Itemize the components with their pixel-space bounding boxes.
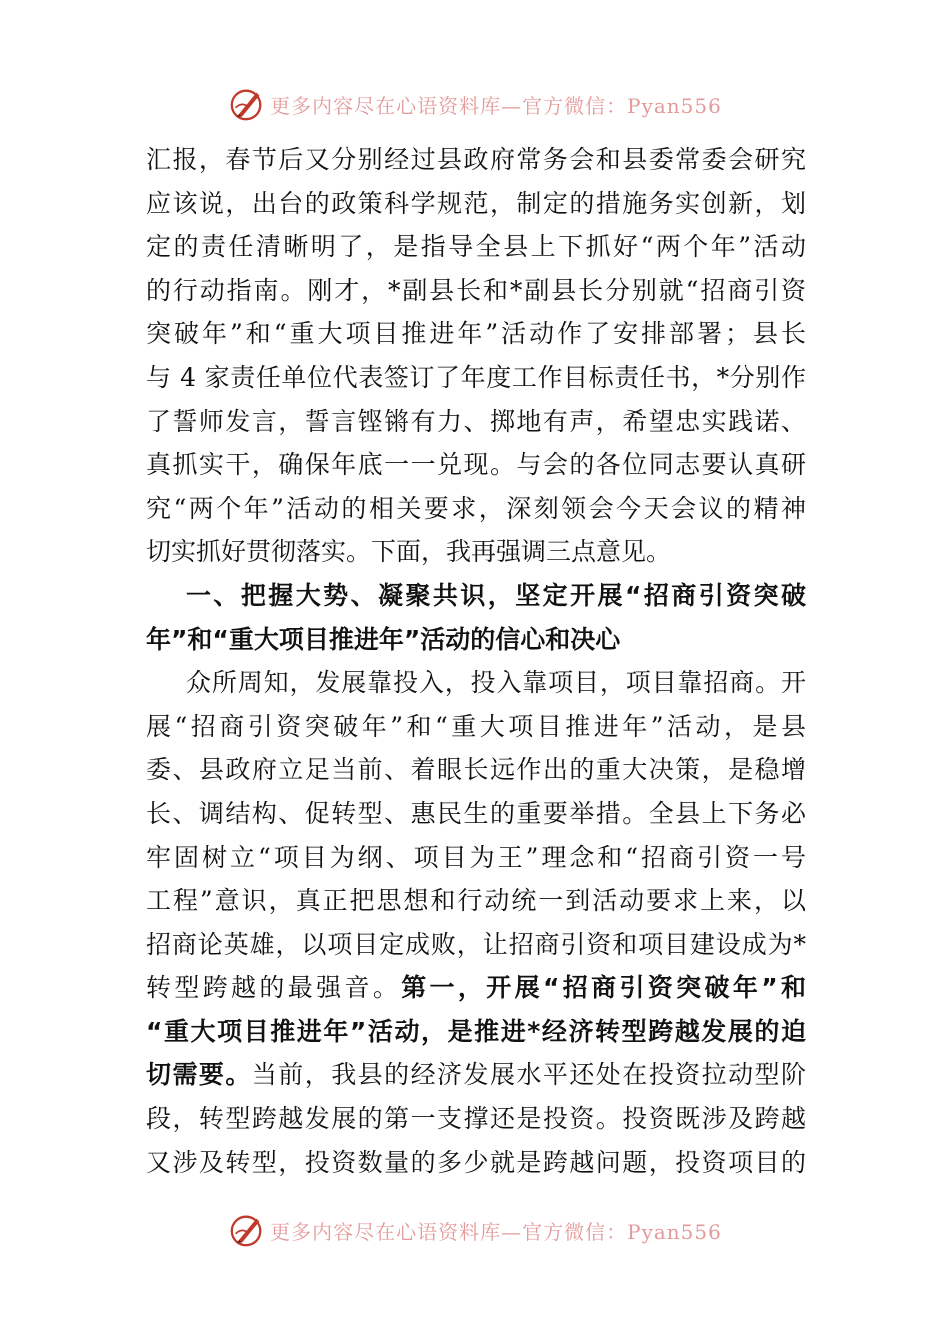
text-line: 段，转型跨越发展的第一支撑还是投资。投资既涉及跨越: [146, 1104, 806, 1134]
section-heading: 一、把握大势、凝聚共识，坚定开展“招商引资突破: [186, 580, 806, 610]
text-line: 招商论英雄，以项目定成败，让招商引资和项目建设成为*: [146, 929, 806, 959]
text-line: 定的责任清晰明了，是指导全县上下抓好“两个年”活动: [146, 232, 806, 262]
text-line: 的行动指南。刚才，*副县长和*副县长分别就“招商引资: [146, 275, 806, 305]
text-line: 长、调结构、促转型、惠民生的重要举措。全县上下务必: [146, 798, 806, 828]
text-line: 切实抓好贯彻落实。下面，我再强调三点意见。: [146, 537, 672, 567]
header-banner-text: 更多内容尽在心语资料库—官方微信：Pyan556: [270, 93, 722, 118]
header-banner: [0, 82, 950, 126]
text-line: 切需要。当前，我县的经济发展水平还处在投资拉动型阶: [146, 1060, 806, 1090]
section-heading: 年”和“重大项目推进年”活动的信心和决心: [146, 624, 621, 654]
body-text: [146, 138, 806, 1184]
pen-logo-icon: [228, 85, 266, 123]
text-line: 突破年”和“重大项目推进年”活动作了安排部署；县长: [146, 319, 806, 349]
pen-logo-icon: [228, 1211, 266, 1249]
footer-banner-text: 更多内容尽在心语资料库—官方微信：Pyan556: [270, 1219, 722, 1244]
text-line: 众所周知，发展靠投入，投入靠项目，项目靠招商。开: [186, 668, 806, 698]
text-line: 汇报，春节后又分别经过县政府常务会和县委常委会研究: [146, 145, 806, 174]
text-line: 与 4 家责任单位代表签订了年度工作目标责任书，*分别作: [146, 362, 806, 392]
text-line: 又涉及转型，投资数量的多少就是跨越问题，投资项目的: [146, 1147, 806, 1177]
text-line: 应该说，出台的政策科学规范，制定的措施务实创新，划: [146, 188, 806, 218]
text-line: 展“招商引资突破年”和“重大项目推进年”活动，是县: [146, 711, 806, 741]
text-line: 委、县政府立足当前、着眼长远作出的重大决策，是稳增: [146, 755, 806, 785]
text-line: 真抓实干，确保年底一一兑现。与会的各位同志要认真研: [146, 450, 806, 480]
text-line: 转型跨越的最强音。第一，开展“招商引资突破年”和: [146, 973, 806, 1003]
text-line: “重大项目推进年”活动，是推进*经济转型跨越发展的迫: [146, 1016, 806, 1046]
text-line: 工程”意识，真正把思想和行动统一到活动要求上来，以: [146, 886, 806, 916]
footer-banner: [0, 1208, 950, 1252]
text-line: 究“两个年”活动的相关要求，深刻领会今天会议的精神: [146, 493, 806, 523]
text-line: 了誓师发言，誓言铿锵有力、掷地有声，希望忠实践诺、: [146, 406, 806, 436]
text-line: 牢固树立“项目为纲、项目为王”理念和“招商引资一号: [146, 842, 806, 872]
